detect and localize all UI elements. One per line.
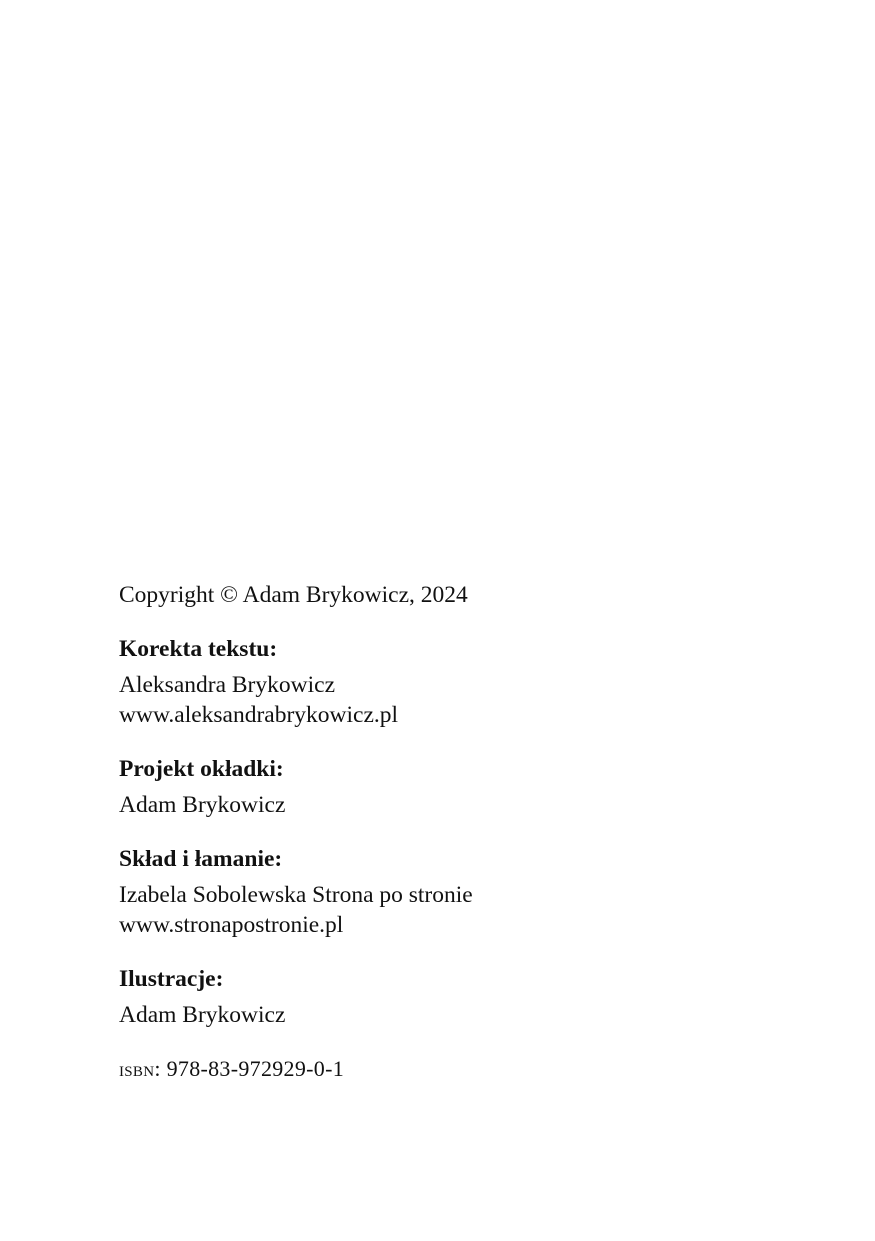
credit-heading: Projekt okładki: [119,756,284,782]
credit-name: Adam Brykowicz [119,792,286,818]
credit-name: Izabela Sobolewska Strona po stronie [119,882,473,908]
credit-heading: Ilustracje: [119,966,224,992]
isbn-line [119,1054,759,1084]
credit-name: Adam Brykowicz [119,1002,286,1028]
colophon [119,580,759,1084]
copyright-notice: Copyright © Adam Brykowicz, 2024 [119,582,468,608]
credit-cover-design [119,754,759,820]
credit-heading: Skład i łamanie: [119,846,283,872]
credit-heading: Korekta tekstu: [119,636,278,662]
isbn-label: isbn [119,1056,155,1081]
credit-name: Aleksandra Brykowicz [119,672,335,698]
credit-website: www.stronapostronie.pl [119,912,344,938]
credit-proofreading [119,634,759,730]
isbn-number: 978-83-972929-0-1 [166,1056,344,1081]
credit-website: www.aleksandrabrykowicz.pl [119,702,399,728]
isbn-separator: : [154,1056,167,1081]
credit-typesetting [119,844,759,940]
credit-illustrations [119,964,759,1030]
